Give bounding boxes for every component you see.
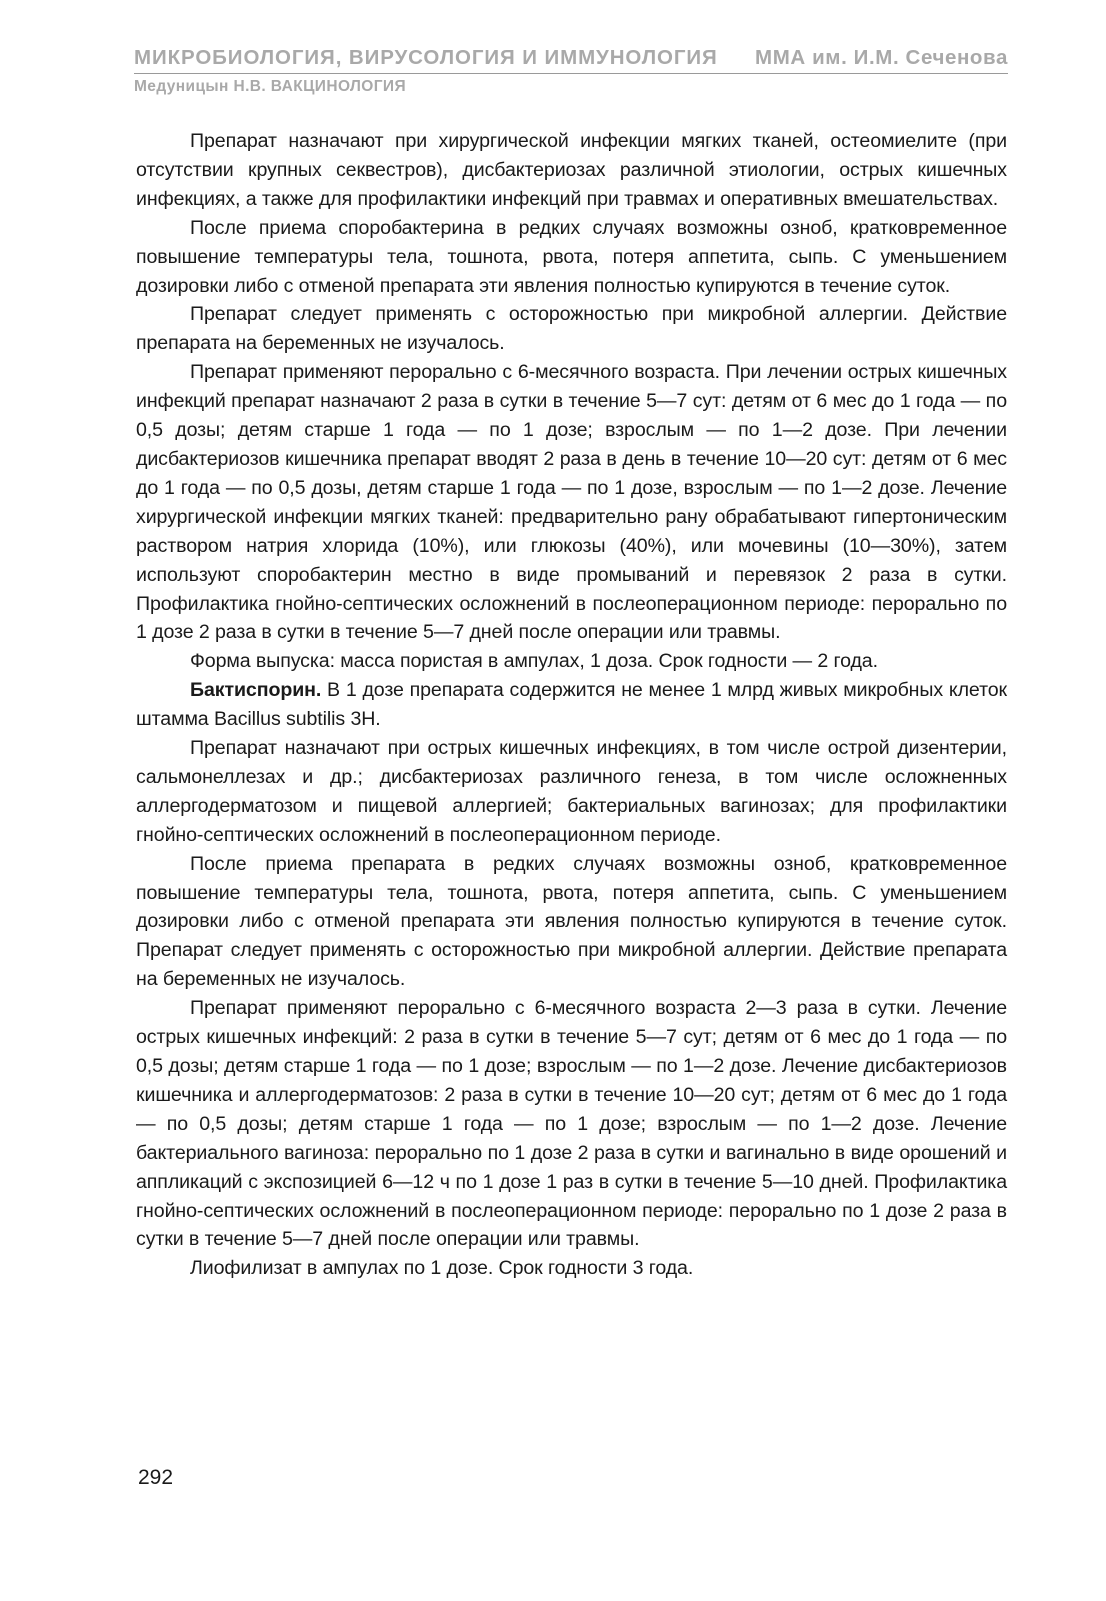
paragraph: После приема споробактерина в редких случаях возможны озноб, кратковременное повышение температуры тела, тошнота, рвота, потеря аппетита, сыпь. С уменьшением дозировки либо с отменой препарата эти явления полностью купируются в течение суток. xyxy=(136,216,1007,297)
paragraph: Форма выпуска: масса пористая в ампулах, 1 доза. Срок годности — 2 года. xyxy=(190,650,878,673)
header-institution: ММА им. И.М. Сеченова xyxy=(755,46,1008,69)
paragraph: Лиофилизат в ампулах по 1 дозе. Срок годности 3 года. xyxy=(190,1257,694,1280)
page-body xyxy=(136,127,1007,1283)
page-number: 292 xyxy=(138,1466,174,1489)
header-author-title: Медуницын Н.В. ВАКЦИНОЛОГИЯ xyxy=(134,78,407,95)
paragraph-baktisporin: Бактиспорин. В 1 дозе препарата содержится не менее 1 млрд живых микробных клеток штамма Bacillus subtilis 3H. xyxy=(136,679,1007,731)
paragraph: Препарат следует применять с осторожностью при микробной аллергии. Действие препарата на беременных не изучалось. xyxy=(136,303,1007,355)
paragraph: Препарат назначают при хирургической инфекции мягких тканей, остеомиелите (при отсутствии крупных секвестров), дисбактериозах различной этиологии, острых кишечных инфекциях, а также для профилактики инфекций при травмах и оперативных вмешательствах. xyxy=(136,130,1007,210)
header-top-row xyxy=(134,46,1008,74)
paragraph: Препарат применяют перорально с 6-месячного возраста. При лечении острых кишечных инфекций препарат назначают 2 раза в сутки в течение 5—7 сут: детям от 6 мес до 1 года — по 0,5 дозы; детям старше 1 года — по 1 дозе; взрослым — по 1—2 дозе. При лечении дисбактериозов кишечника препарат вводят 2 раза в день в течение 10—20 сут: детям от 6 мес до 1 года — по 0,5 дозы, детям старше 1 года — по 1 дозе, взрослым — по 1—2 дозе. Лечение хирургической инфекции мягких тканей: предварительно рану обрабатывают гипертоническим раствором натрия хлорида (10%), или глюкозы (40%), или мочевины (10—30%), затем используют споробактерин местно в виде промываний и перевязок 2 раза в сутки. Профилактика гнойно-септических осложнений в послеоперационном периоде: перорально по 1 дозе 2 раза в сутки в течение 5—7 дней после операции или травмы. xyxy=(136,361,1007,644)
header-book-title: МИКРОБИОЛОГИЯ, ВИРУСОЛОГИЯ И ИММУНОЛОГИЯ xyxy=(134,46,718,69)
paragraph: Препарат назначают при острых кишечных инфекциях, в том числе острой дизентерии, сальмонеллезах и др.; дисбактериозах различного генеза, в том числе осложненных аллергодерматозом и пищевой аллергией; бактериальных вагинозах; для профилактики гнойно-септических осложнений в послеоперационном периоде. xyxy=(136,737,1007,846)
paragraph: Препарат применяют перорально с 6-месячного возраста 2—3 раза в сутки. Лечение острых кишечных инфекций: 2 раза в сутки в течение 5—7 сут; детям от 6 мес до 1 года — по 0,5 дозы; детям старше 1 года — по 1 дозе; взрослым — по 1—2 дозе. Лечение дисбактериозов кишечника и аллергодерматозов: 2 раза в сутки в течение 10—20 сут; детям от 6 мес до 1 года — по 0,5 дозы; детям старше 1 года — по 1 дозе; взрослым — по 1—2 дозе. Лечение бактериального вагиноза: перорально по 1 дозе 2 раза в сутки и вагинально в виде орошений и аппликаций с экспозицией 6—12 ч по 1 дозе 1 раз в сутки в течение 5—10 дней. Профилактика гнойно-септических осложнений в послеоперационном периоде: перорально по 1 дозе 2 раза в сутки в течение 5—7 дней после операции или травмы. xyxy=(136,997,1007,1251)
term-baktisporin: Бактиспорин. xyxy=(190,679,322,702)
running-header xyxy=(134,46,1008,96)
paragraph: После приема препарата в редких случаях возможны озноб, кратковременное повышение температуры тела, тошнота, рвота, потеря аппетита, сыпь. С уменьшением дозировки либо с отменой препарата эти явления полностью купируются в течение суток. Препарат следует применять с осторожностью при микробной аллергии. Действие препарата на беременных не изучалось. xyxy=(136,852,1007,991)
